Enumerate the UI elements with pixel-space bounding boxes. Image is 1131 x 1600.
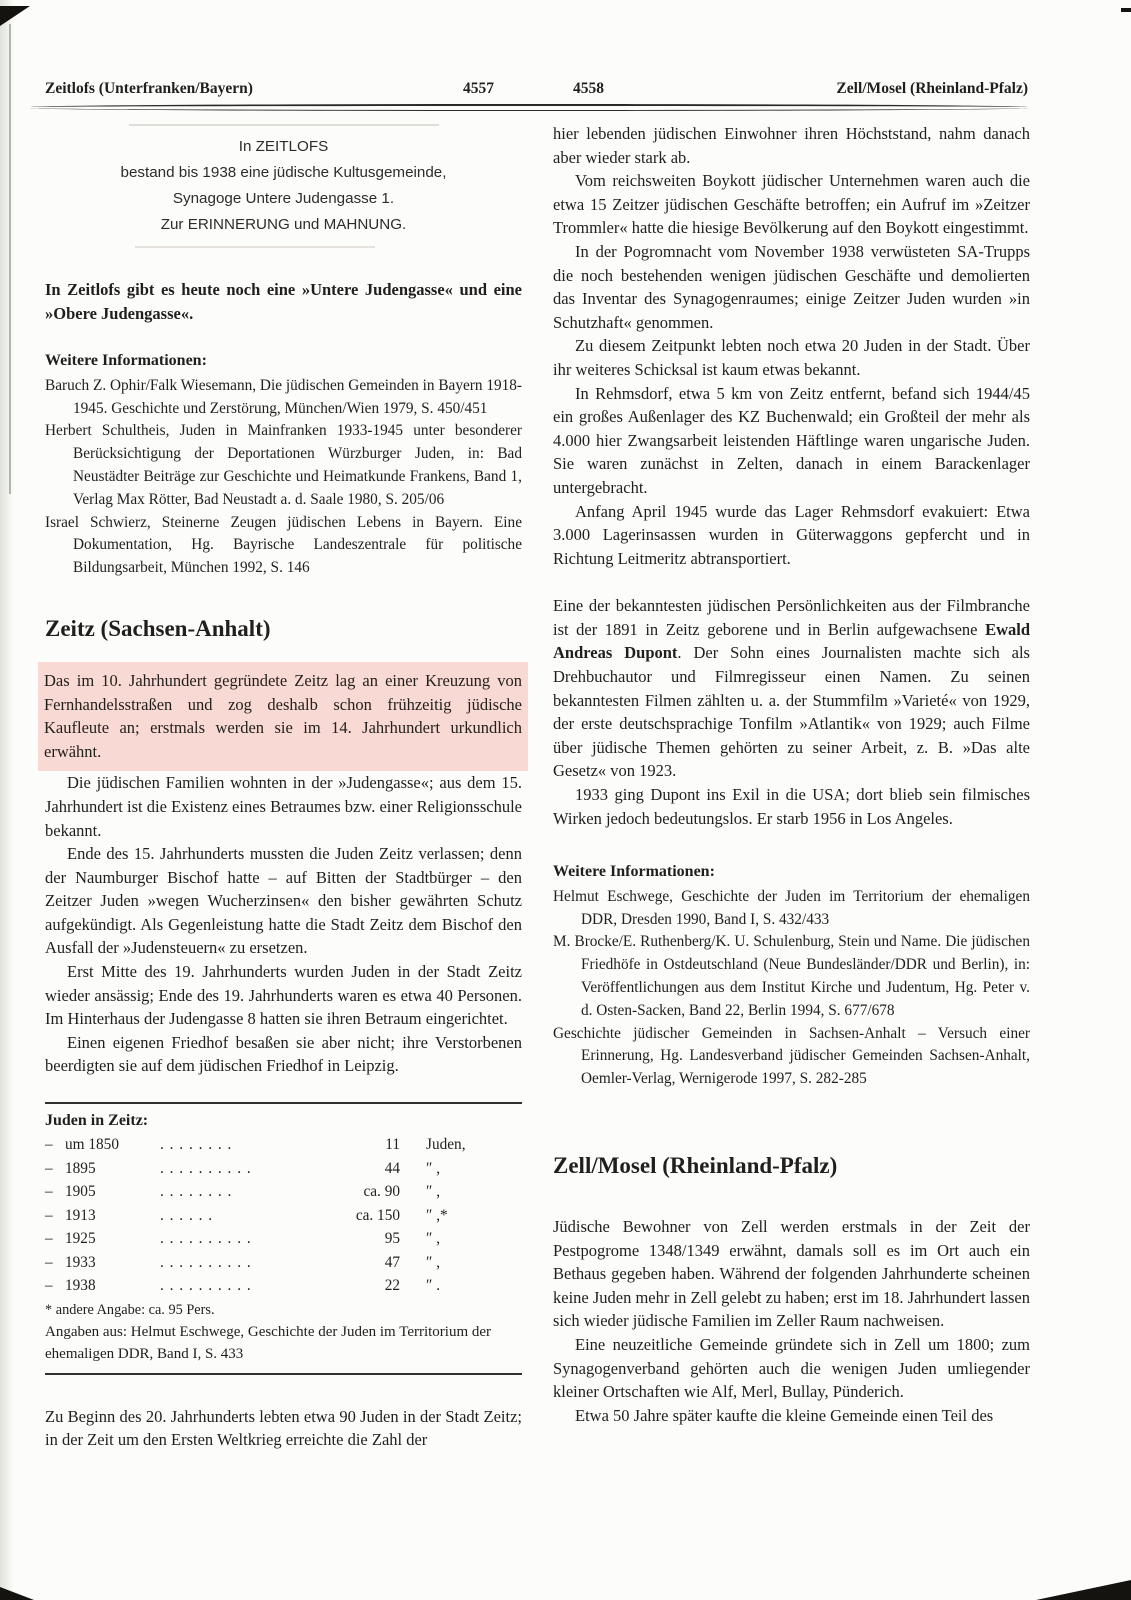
paragraph: Anfang April 1945 wurde das Lager Rehmsdorf evakuiert: Etwa 3.000 Lagerinsassen wurden in Güterwaggons gepfercht und in Richtung Leitmeritz abtransportiert.: [553, 501, 1030, 568]
reference-item: Israel Schwierz, Steinerne Zeugen jüdischen Lebens in Bayern. Eine Dokumentation, Hg. Bayrische Landeszentrale für politische Bildungsarbeit, München 1992, S. 146: [45, 513, 522, 577]
row-dash: –: [45, 1277, 53, 1295]
row-value: 95: [384, 1230, 400, 1248]
paragraph: hier lebenden jüdischen Einwohner ihren Höchststand, nahm danach aber wieder stark ab.: [553, 124, 1030, 167]
memorial-line: Zur ERINNERUNG und MAHNUNG.: [160, 216, 407, 233]
dupont-text-pre: Eine der bekanntesten jüdischen Persönlichkeiten aus der Filmbranche ist der 1891 in Zeitz geborene und in Berlin aufgewachsene: [553, 596, 1030, 639]
row-year: 1925: [65, 1230, 96, 1248]
row-value: 44: [384, 1159, 400, 1177]
paragraph: Etwa 50 Jahre später kaufte die kleine Gemeinde einen Teil des: [575, 1405, 994, 1425]
scan-spine-line: [9, 24, 11, 494]
row-dot-leader: . . . . . . . . . .: [160, 1230, 252, 1248]
memorial-inscription: [45, 124, 522, 248]
row-value: 22: [384, 1277, 400, 1295]
memorial-line: bestand bis 1938 eine jüdische Kultusgemeinde,: [120, 164, 447, 181]
paragraph: In Rehmsdorf, etwa 5 km von Zeitz entfernt, befand sich 1944/45 ein großes Außenlager des KZ Buchenwald; ein Großteil der mehr als 4.000 hier Zwangsarbeit leistenden Häftlinge waren ungarische Juden. Sie waren zunächst in Zelten, danach in einem Barackenlager untergebracht.: [553, 383, 1030, 497]
page-number-left: 4557: [463, 80, 494, 97]
paragraph: Eine neuzeitliche Gemeinde gründete sich in Zell um 1800; zum Synagogenverband gehörten auch die wenigen Juden umliegender kleiner Ortschaften wie Alf, Merl, Bullay, Pünderich.: [553, 1334, 1030, 1402]
statistics-title: Juden in Zeitz:: [45, 1112, 149, 1130]
row-year: um 1850: [65, 1136, 119, 1154]
paragraph-closing: Zu Beginn des 20. Jahrhunderts lebten etwa 90 Juden in der Stadt Zeitz; in der Zeit um den Ersten Weltkrieg erreichte die Zahl der: [45, 1406, 522, 1450]
page-corner-mark-bottom-right: [1036, 1580, 1131, 1600]
page-corner-mark-top-right: [1121, 8, 1131, 12]
row-unit: ″ .: [426, 1277, 441, 1295]
statistics-footnote: * andere Angabe: ca. 95 Pers.: [45, 1301, 215, 1318]
row-dash: –: [45, 1206, 53, 1224]
more-info-heading: Weitere Informationen:: [45, 352, 207, 370]
section-heading-zell: Zell/Mosel (Rheinland-Pfalz): [553, 1152, 838, 1178]
statistics-row: [45, 1204, 522, 1228]
row-dash: –: [45, 1230, 53, 1248]
row-dot-leader: . . . . . . . .: [160, 1136, 233, 1154]
header-right-title: Zell/Mosel (Rheinland-Pfalz): [836, 80, 1028, 97]
row-dot-leader: . . . . . . . .: [160, 1183, 233, 1201]
reference-item: Geschichte jüdischer Gemeinden in Sachsen-Anhalt – Versuch einer Erinnerung, Hg. Landesverband jüdischer Gemeinden Sachsen-Anhalt, Oemler-Verlag, Wernigerode 1997, S. 282-285: [553, 1024, 1030, 1088]
page-corner-mark-bottom-left: [0, 1587, 34, 1600]
row-year: 1905: [65, 1183, 96, 1201]
row-year: 1913: [65, 1206, 96, 1224]
memorial-line: Synagoge Untere Judengasse 1.: [172, 190, 395, 207]
statistics-block: [45, 1102, 522, 1375]
row-unit: ″ ,: [426, 1183, 441, 1201]
dupont-name: Ewald Andreas Dupont: [553, 619, 1030, 663]
row-year: 1895: [65, 1159, 96, 1177]
row-unit: Juden,: [426, 1136, 466, 1154]
paragraph: Die jüdischen Familien wohnten in der »Judengasse«; aus dem 15. Jahrhundert ist die Existenz eines Betraumes bzw. einer Religionsschule bekannt.: [45, 773, 522, 840]
paragraph: Einen eigenen Friedhof besaßen sie aber nicht; ihre Verstorbenen beerdigten sie auf dem jüdischen Friedhof in Leipzig.: [45, 1032, 522, 1076]
row-dot-leader: . . . . . . . . . .: [160, 1277, 252, 1295]
row-year: 1938: [65, 1277, 96, 1295]
memorial-line: In ZEITLOFS: [238, 138, 329, 155]
highlighted-paragraph: Das im 10. Jahrhundert gegründete Zeitz lag an einer Kreuzung von Fernhandelsstraßen und zog deshalb schon frühzeitig jüdische Kaufleute an; erstmals werden sie im 14. Jahrhundert urkundlich erwähnt.: [38, 662, 528, 771]
row-dash: –: [45, 1183, 53, 1201]
row-value: 11: [385, 1136, 400, 1154]
row-dot-leader: . . . . . . . . . .: [160, 1159, 252, 1177]
page-corner-mark-top-left: [0, 6, 30, 26]
statistics-row: [45, 1157, 522, 1181]
paragraph: Jüdische Bewohner von Zell werden erstmals in der Zeit der Pestpogrome 1348/1349 erwähnt, damals soll es im Ort auch ein Bethaus gegeben haben. Während der folgenden Jahrhunderte scheinen keine Juden mehr in Zell gelebt zu haben; erst im 18. Jahrhundert lassen sich wieder jüdische Familien im Zeller Raum nachweisen.: [553, 1216, 1030, 1331]
row-unit: ″ ,*: [426, 1206, 448, 1224]
row-dash: –: [45, 1136, 53, 1154]
statistics-row: [45, 1251, 522, 1275]
row-unit: ″ ,: [426, 1230, 441, 1248]
more-info-heading: Weitere Informationen:: [553, 863, 715, 881]
paragraph: In der Pogromnacht vom November 1938 verwüsteten SA-Trupps die noch bestehenden wenigen jüdischen Geschäfte und demolierten das Inventar des Synagogenraumes; einige Zeitzer Juden wurden »in Schutzhaft« genommen.: [553, 241, 1030, 332]
statistics-row: [45, 1274, 522, 1298]
row-dash: –: [45, 1159, 53, 1177]
statistics-source: Angaben aus: Helmut Eschwege, Geschichte der Juden im Territorium der ehemaligen DDR, Band I, S. 433: [45, 1323, 492, 1362]
section-heading-zeitz: Zeitz (Sachsen-Anhalt): [45, 615, 271, 641]
header-left-title: Zeitlofs (Unterfranken/Bayern): [45, 80, 253, 97]
paragraph-zeitlofs-today: In Zeitlofs gibt es heute noch eine »Untere Judengasse« und eine »Obere Judengasse«.: [45, 280, 522, 323]
row-dot-leader: . . . . . . . . . .: [160, 1253, 252, 1271]
paragraph-dupont: [553, 594, 1030, 783]
reference-item: Herbert Schultheis, Juden in Mainfranken 1933-1945 unter besonderer Berücksichtigung der Deportationen Würzburger Juden, in: Bad Neustädter Beiträge zur Geschichte und Heimatkunde Frankens, Band 1, Verlag Max Rötter, Bad Neustadt a. d. Saale 1980, S. 205/06: [45, 422, 522, 508]
statistics-row: [45, 1180, 522, 1204]
paragraph: Erst Mitte des 19. Jahrhunderts wurden Juden in der Stadt Zeitz wieder ansässig; Ende des 19. Jahrhunderts waren es etwa 40 Personen. Im Hinterhaus der Judengasse 8 hatten sie ihren Betraum eingerichtet.: [45, 962, 522, 1029]
paragraph: Zu diesem Zeitpunkt lebten noch etwa 20 Juden in der Stadt. Über ihr weiteres Schicksal ist kaum etwas bekannt.: [553, 336, 1030, 379]
reference-item: Baruch Z. Ophir/Falk Wiesemann, Die jüdischen Gemeinden in Bayern 1918-1945. Geschichte und Zerstörung, München/Wien 1979, S. 450/451: [45, 376, 523, 417]
row-value: ca. 150: [355, 1206, 400, 1224]
dupont-text-post: . Der Sohn eines Journalisten machte sich als Drehbuchautor und Filmregisseur einen Namen. Zu seinen bekanntesten Filmen zählten u. a. der Stummfilm »Varieté« von 1929, der erste deutschsprachige Tonfilm »Atlantik« von 1929; auch Filme über jüdische Themen gehörten zu seiner Arbeit, z. B. »Das alte Gesetz« von 1923.: [553, 643, 1030, 781]
row-unit: ″ ,: [426, 1159, 441, 1177]
row-value: ca. 90: [363, 1183, 400, 1201]
reference-item: M. Brocke/E. Ruthenberg/K. U. Schulenburg, Stein und Name. Die jüdischen Friedhöfe in Ostdeutschland (Neue Bundesländer/DDR und Berlin), in: Veröffentlichungen aus dem Institut Kirche und Judentum, Hg. Peter v. d. Osten-Sacken, Band 22, Berlin 1994, S. 677/678: [553, 933, 1030, 1019]
paragraph: 1933 ging Dupont ins Exil in die USA; dort blieb sein filmisches Wirken jedoch bedeutungslos. Er starb 1956 in Los Angeles.: [553, 785, 1030, 828]
statistics-row: [45, 1133, 522, 1157]
scan-artifact-line: [129, 124, 439, 126]
row-year: 1933: [65, 1253, 96, 1271]
scan-artifact-line: [135, 246, 375, 248]
statistics-row: [45, 1227, 522, 1251]
paragraph: Vom reichsweiten Boykott jüdischer Unternehmen waren auch die etwa 15 Zeitzer jüdischen Geschäfte betroffen; ein Aufruf im »Zeitzer Trommler« hatte die hiesige Bevölkerung auf den Boykott eingestimmt.: [553, 171, 1030, 238]
paragraph: Ende des 15. Jahrhunderts mussten die Juden Zeitz verlassen; denn der Naumburger Bischof hatte – auf Bitten der Stadtbürger – den Zeitzer Juden »wegen Wucherzinsen« den bisher gewährten Schutz aufgekündigt. Als Gegenleistung hatte die Stadt Zeitz dem Bischof den Ausfall der »Judensteuern« zu ersetzen.: [45, 844, 522, 958]
header-rule: [30, 104, 1028, 111]
running-header: [45, 80, 1028, 102]
row-dash: –: [45, 1253, 53, 1271]
left-column: [45, 122, 522, 1452]
scan-edge-shadow: [0, 0, 14, 1600]
right-column: [553, 122, 1030, 1427]
row-dot-leader: . . . . . .: [160, 1206, 214, 1224]
row-value: 47: [384, 1253, 400, 1271]
reference-item: Helmut Eschwege, Geschichte der Juden im Territorium der ehemaligen DDR, Dresden 1990, Band I, S. 432/433: [553, 887, 1030, 928]
page-number-right: 4558: [573, 80, 604, 97]
row-unit: ″ ,: [426, 1253, 441, 1271]
